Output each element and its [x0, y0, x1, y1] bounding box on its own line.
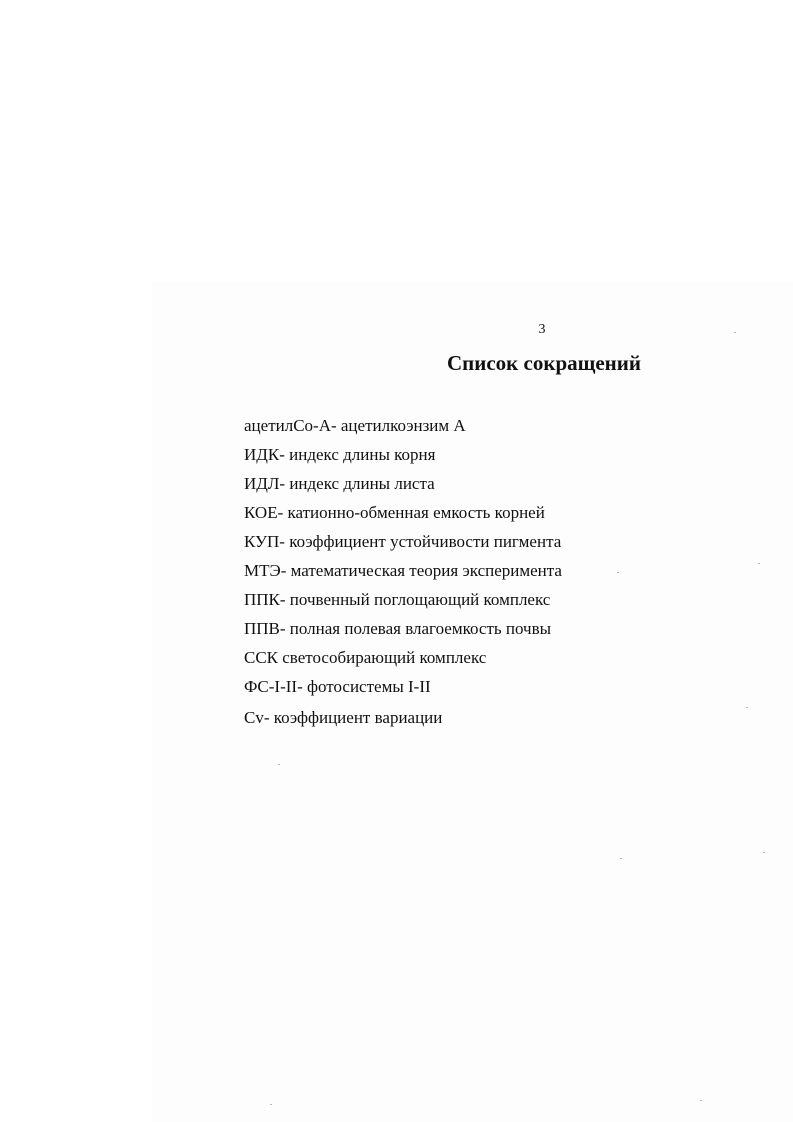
- page-title: Список сокращений: [447, 351, 641, 375]
- abbreviation-item: ИДК- индекс длины корня: [244, 445, 436, 464]
- scan-speck: [746, 707, 748, 708]
- abbreviation-item: КУП- коэффициент устойчивости пигмента: [244, 532, 562, 551]
- abbreviation-item: ацетилСо-А- ацетилкоэнзим А: [244, 416, 466, 435]
- abbreviation-item: КОЕ- катионно-обменная емкость корней: [244, 503, 545, 522]
- abbreviation-item: ССК светособирающий комплекс: [244, 648, 487, 667]
- scan-speck: [617, 572, 619, 573]
- scan-speck: [763, 852, 765, 853]
- scan-speck: [758, 563, 760, 564]
- abbreviation-item: ИДЛ- индекс длины листа: [244, 474, 435, 493]
- abbreviation-item: ФС-I-II- фотосистемы I-II: [244, 677, 431, 696]
- abbreviation-item: МТЭ- математическая теория эксперимента: [244, 561, 562, 580]
- scan-speck: [270, 1104, 272, 1105]
- scan-speck: [734, 332, 736, 333]
- scan-speck: [700, 1100, 702, 1101]
- abbreviation-item: ППК- почвенный поглощающий комплекс: [244, 590, 551, 609]
- abbreviation-item: ППВ- полная полевая влагоемкость почвы: [244, 619, 552, 638]
- scan-speck: [278, 764, 280, 765]
- abbreviation-item: Cv- коэффициент вариации: [244, 708, 443, 727]
- abbreviation-list: [244, 414, 562, 735]
- page-number: 3: [538, 322, 546, 337]
- scan-speck: [620, 858, 622, 859]
